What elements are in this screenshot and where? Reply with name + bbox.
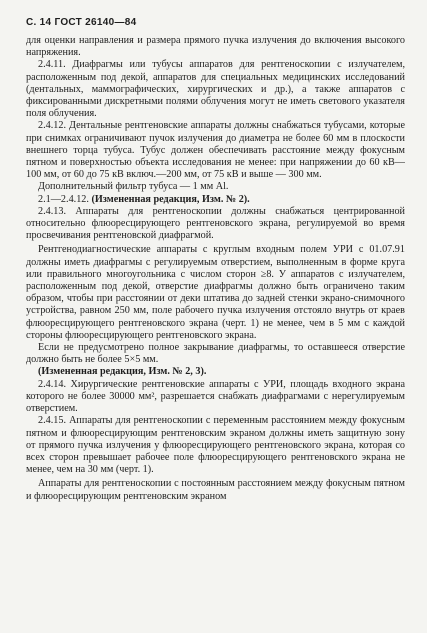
paragraph-revision-1 bbox=[26, 194, 405, 206]
paragraph-1: для оценки направления и размера прямого пучка излучения до включения высокого напряжения. bbox=[26, 35, 405, 59]
page-header: С. 14 ГОСТ 26140—84 bbox=[26, 17, 137, 28]
paragraph-2-4-12: 2.4.12. Дентальные рентгеновские аппараты должны снабжаться тубусами, которые при снимках ограничивают пучок излучения до диаметра не более 60 мм в плоскости внешнего торца тубуса. Тубус должен обеспечивать расстояние между фокусным пятном и поверхностью объекта исследования не менее: при напряжении до 60 кВ—100 мм, от 60 до 75 кВ включ.—200 мм, от 75 кВ и выше — 300 мм. bbox=[26, 120, 405, 181]
revision-note-2: (Измененная редакция, Изм. № 2, 3). bbox=[38, 366, 207, 378]
revision-range: 2.1—2.4.12. bbox=[38, 193, 92, 205]
paragraph-revision-2 bbox=[26, 366, 405, 378]
paragraph-filter: Дополнительный фильтр тубуса — 1 мм Al. bbox=[38, 181, 229, 193]
paragraph-2-4-15: 2.4.15. Аппараты для рентгеноскопии с переменным расстоянием между фокусным пятном и флюоресцирующим рентгеновским экраном должны иметь защитную зону от прямого пучка излучения у флюоресцирующего рентгеновского экрана, которая со всех сторон превышает рабочее поле флюоресцирующего рентгеновского экрана не менее, чем на 30 мм (черт. 1). bbox=[26, 415, 405, 476]
paragraph-last: Аппараты для рентгеноскопии с постоянным расстоянием между фокусным пятном и флюоресцирующим рентгеновским экраном bbox=[26, 478, 405, 502]
paragraph-uri: Рентгенодиагностические аппараты с круглым входным полем УРИ с 01.07.91 должны иметь диафрагмы с регулируемым отверстием, выполненным в форме круга или правильного многоугольника с числом сторон ≥8. У аппаратов с излучателем, расположенным под декой, отверстие диафрагмы должно быть ограничено таким образом, чтобы при расстоянии от деки штатива до задней стенки экрано-снимочного устройства, равном 250 мм, поле рабочего пучка излучения отстояло внутрь от краев флюоресцирующего рентгеновского экрана (черт. 1) не менее, чем в 5 мм с каждой стороны флюоресцирующего рентгеновского экрана. bbox=[26, 244, 405, 341]
paragraph-2-4-11: 2.4.11. Диафрагмы или тубусы аппаратов для рентгеноскопии с излучателем, расположенным под декой, аппаратов для специальных медицинских исследований (дентальных, маммографических, хирургических и др.), а также аппаратов с фиксированными дискретными полями облучения могут не иметь светового указателя поля облучения. bbox=[26, 59, 405, 120]
paragraph-2-4-14: 2.4.14. Хирургические рентгеновские аппараты с УРИ, площадь входного экрана которого не более 30000 мм², разрешается снабжать диафрагмами с нерегулируемым отверстием. bbox=[26, 378, 405, 415]
paragraph-closing: Если не предусмотрено полное закрывание диафрагмы, то оставшееся отверстие должно быть не более 5×5 мм. bbox=[26, 342, 405, 366]
paragraph-2-4-13: 2.4.13. Аппараты для рентгеноскопии должны снабжаться центрированной относительно флюоресцирующего рентгеновского экрана, регулируемой во время просвечивания рентгеновской диафрагмой. bbox=[26, 205, 405, 242]
revision-note: (Измененная редакция, Изм. № 2). bbox=[91, 193, 250, 205]
